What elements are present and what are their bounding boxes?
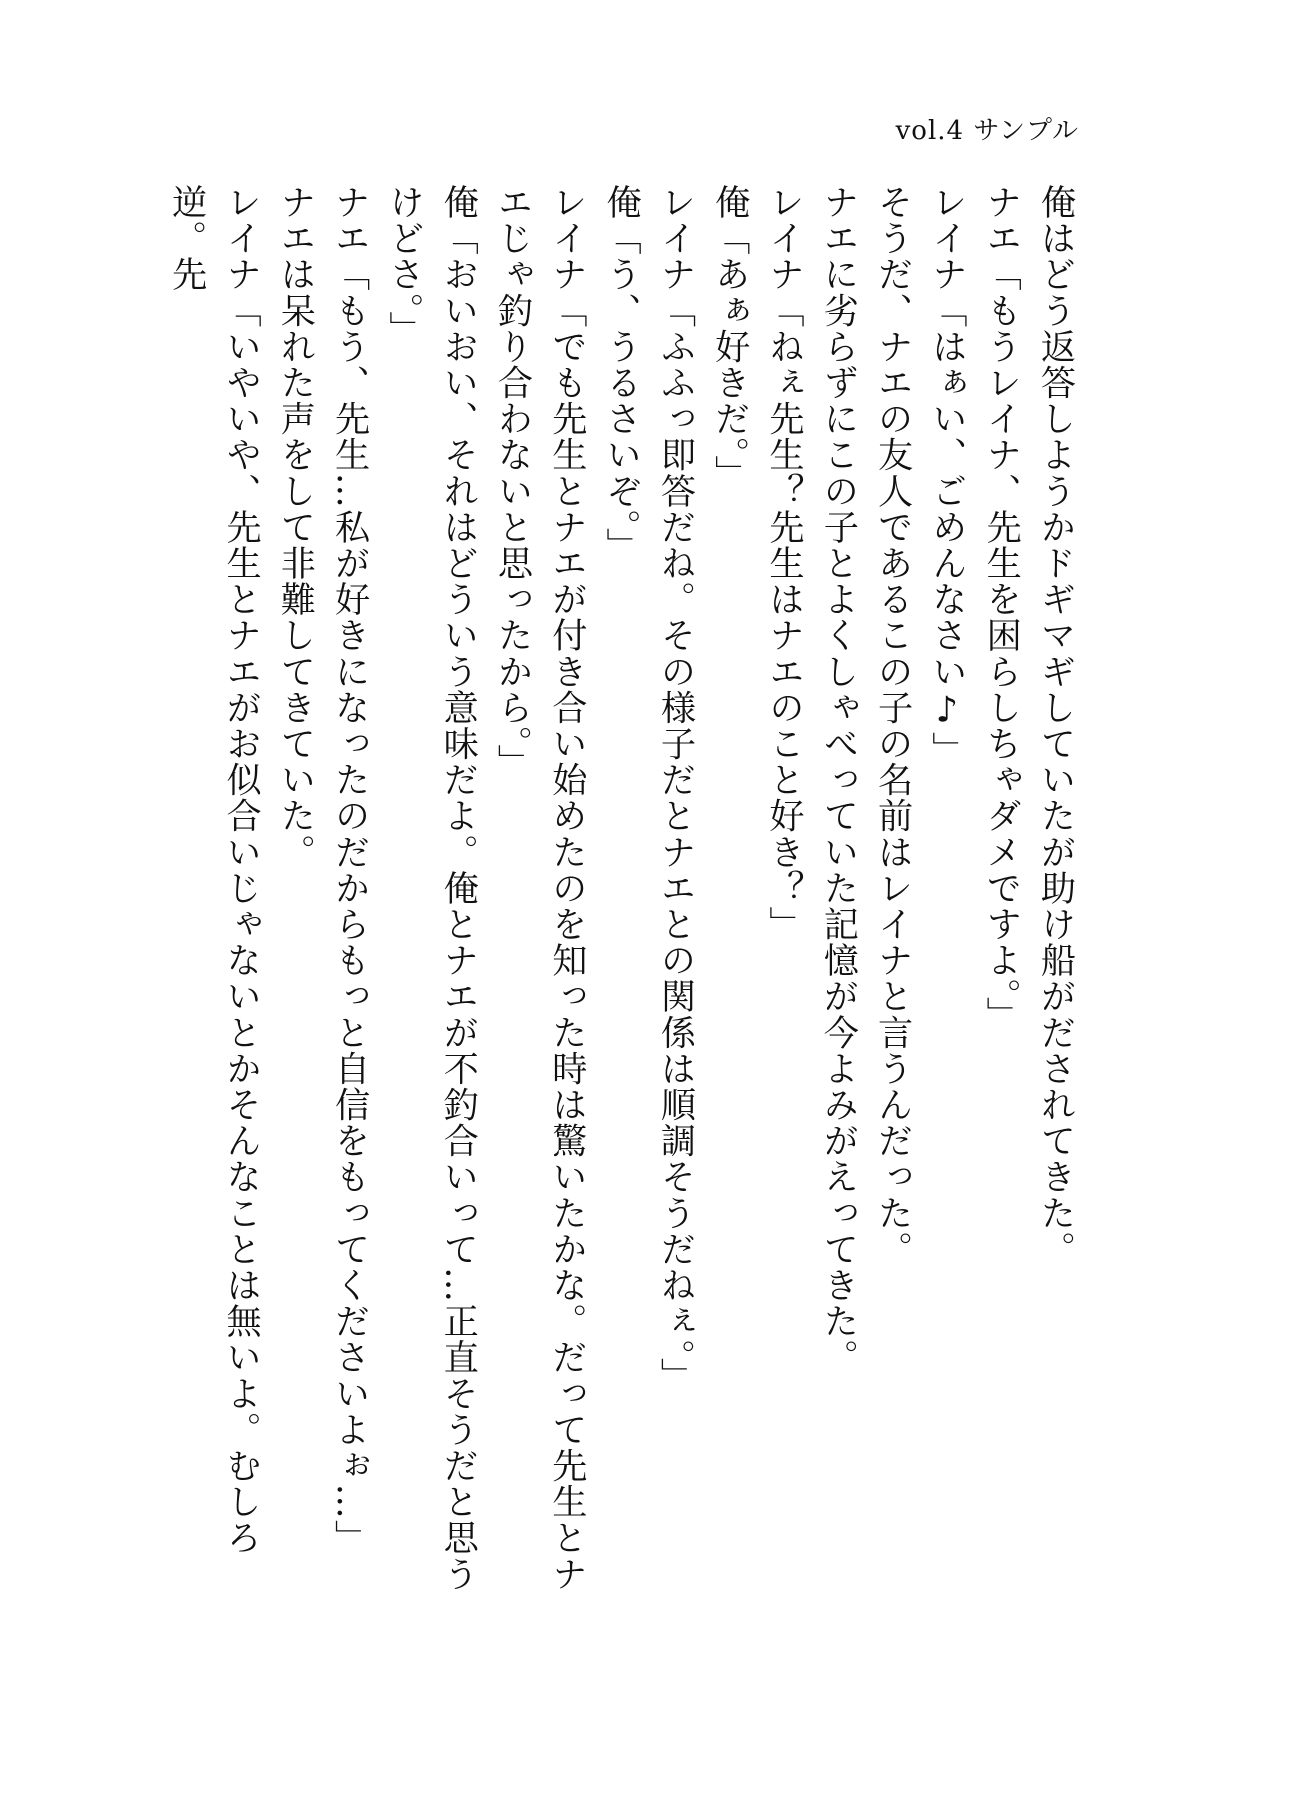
text-line: ナエ「もう、先生…私が好きになったのだからもっと自信をもってくださいよぉ…」 — [329, 184, 371, 1556]
text-line: ナエ「もうレイナ、先生を困らしちゃダメですよ。」 — [980, 184, 1022, 1033]
vertical-text-body — [166, 184, 1082, 1624]
text-line: 俺「う、うるさいぞ。」 — [600, 184, 642, 564]
text-line: レイナ「はぁい、ごめんなさい♪」 — [926, 184, 968, 768]
text-line: 俺はどう返答しようかドギマギしていたが助け船がだされてきた。 — [1035, 184, 1076, 1267]
text-line: レイナ「でも先生とナエが付き合い始めたのを知った時は驚いたかな。だって先生とナエじゃ釣り合わないと思ったから。」 — [492, 184, 588, 1592]
text-line: 俺「おいおい、それはどういう意味だよ。俺とナエが不釣合いって…正直そうだと思うけどさ。」 — [383, 184, 479, 1592]
text-line: ナエに劣らずにこの子とよくしゃべっていた記憶が今よみがえってきた。 — [817, 184, 859, 1376]
text-line: そうだ、ナエの友人であるこの子の名前はレイナと言うんだった。 — [872, 184, 914, 1267]
page-header: vol.4 サンプル — [895, 116, 1079, 146]
text-line: 俺「あぁ好きだ。」 — [709, 184, 751, 492]
text-line: レイナ「いやいや、先生とナエがお似合いじゃないとかそんなことは無いよ。むしろ逆。先 — [166, 184, 262, 1556]
text-line: レイナ「ふふっ即答だね。その様子だとナエとの関係は順調そうだねぇ。」 — [654, 184, 696, 1394]
text-line: レイナ「ねぇ先生？先生はナエのこと好き？」 — [763, 184, 805, 943]
text-line: ナエは呆れた声をして非難してきていた。 — [274, 184, 316, 870]
